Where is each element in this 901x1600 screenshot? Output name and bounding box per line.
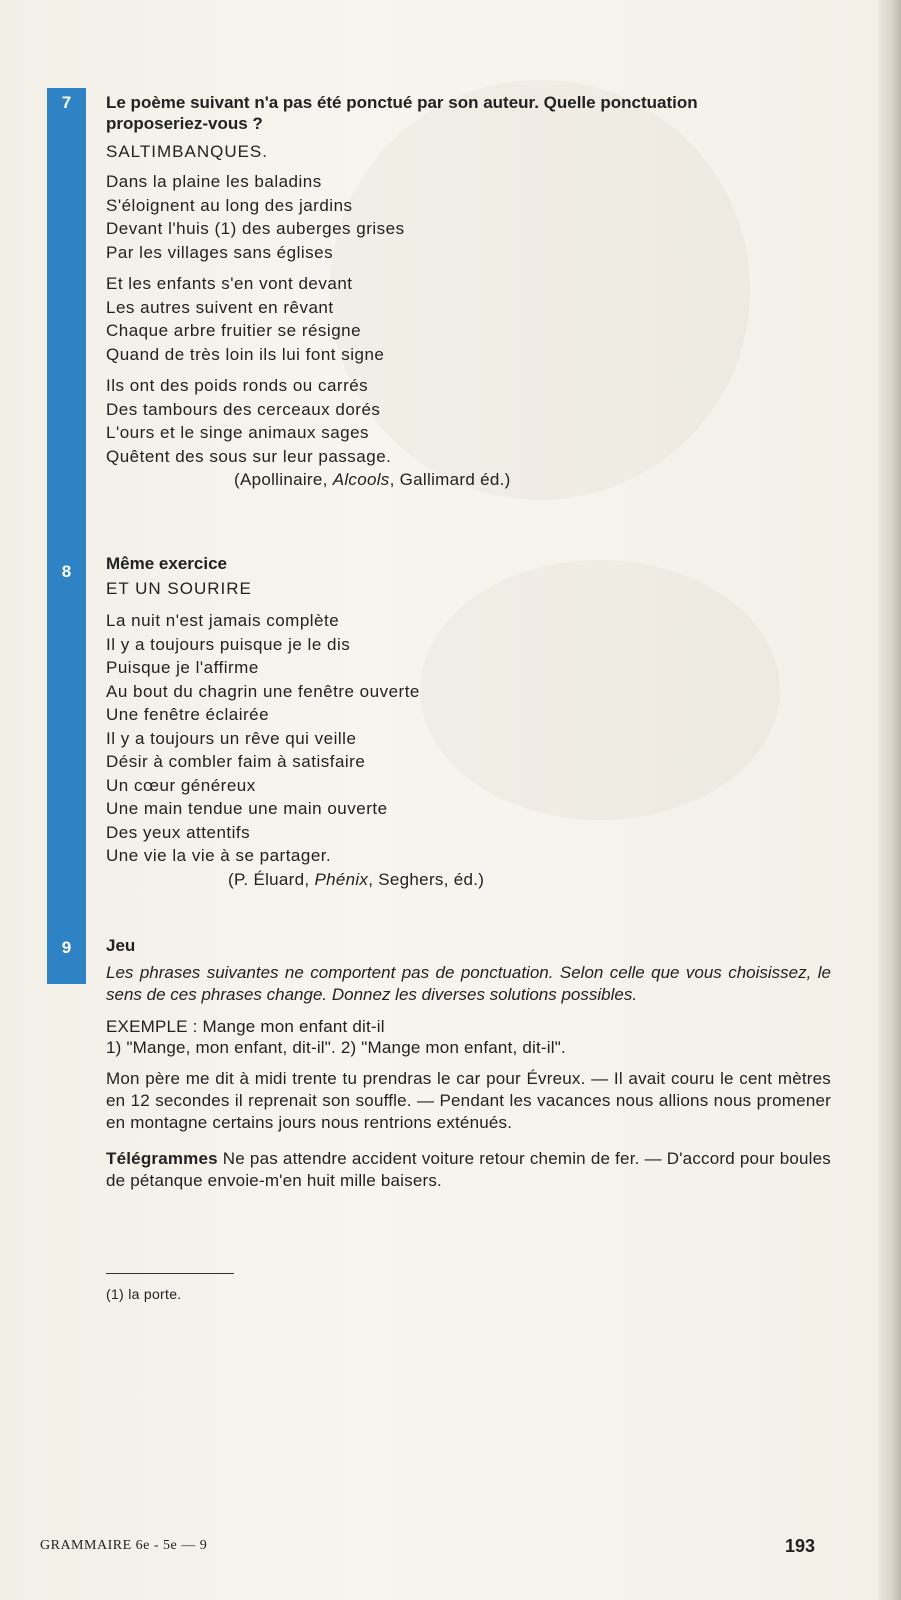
telegrams-paragraph xyxy=(106,1148,831,1192)
poem-line: Désir à combler faim à satisfaire xyxy=(106,752,366,771)
exercise-9 xyxy=(106,935,831,1192)
running-footer: GRAMMAIRE 6e - 5e — 9 xyxy=(40,1538,208,1553)
poem-line: Par les villages sans églises xyxy=(106,242,334,262)
poem-line: Au bout du chagrin une fenêtre ouverte xyxy=(106,681,420,701)
poem-line: Des yeux attentifs xyxy=(106,822,251,842)
footnote: (1) la porte. xyxy=(106,1286,182,1302)
poem-line: Ils ont des poids ronds ou carrés xyxy=(106,376,369,395)
exercise-7 xyxy=(106,92,831,491)
example-line: 1) "Mange, mon enfant, dit-il". 2) "Mange mon enfant, dit-il". xyxy=(106,1038,566,1057)
poem-line: Il y a toujours puisque je le dis xyxy=(106,634,351,654)
poem-line: S'éloignent au long des jardins xyxy=(106,195,353,215)
exercise-title: Jeu xyxy=(106,936,136,955)
page-edge xyxy=(879,0,901,1600)
poem-line: Devant l'huis (1) des auberges grises xyxy=(106,219,405,238)
example-line: EXEMPLE : Mange mon enfant dit-il xyxy=(106,1017,385,1036)
poem-line: Une fenêtre éclairée xyxy=(106,705,270,724)
footnote-divider xyxy=(106,1273,234,1274)
exercise-title-line: Le poème suivant n'a pas été ponctué par son auteur. Quelle ponctuation xyxy=(106,93,698,112)
stanza xyxy=(106,374,831,468)
exercise-number: 7 xyxy=(61,93,72,112)
poem-reference xyxy=(106,868,831,891)
poem-line: L'ours et le singe animaux sages xyxy=(106,423,370,442)
stanza xyxy=(106,170,831,264)
poem-line: Dans la plaine les baladins xyxy=(106,172,322,191)
exercise-title: Même exercice xyxy=(106,554,227,573)
reference-work: Phénix xyxy=(314,869,369,889)
telegrams-label: Télégrammes xyxy=(106,1149,218,1168)
exercise-title-line: proposeriez-vous ? xyxy=(106,114,263,133)
exercise-sentences: Mon père me dit à midi trente tu prendras le car pour Évreux. — Il avait couru le cent mètres en 12 secondes il reprenait son souffle. — Pendant les vacances nous allions nous promener en montagne certains jours nous rentrions exténués. xyxy=(106,1069,831,1132)
poem-line: Une main tendue une main ouverte xyxy=(106,799,388,818)
exercise-margin-bar xyxy=(47,88,86,984)
poem xyxy=(106,170,831,468)
telegrams-text: Ne pas attendre accident voiture retour chemin de fer. — D'accord pour boules de pétanque envoie-m'en huit mille baisers. xyxy=(106,1149,831,1190)
exercise-instruction: Les phrases suivantes ne comportent pas de ponctuation. Selon celle que vous choisissez, le sens de ces phrases change. Donnez les diverses solutions possibles. xyxy=(106,963,831,1004)
poem-line: Et les enfants s'en vont devant xyxy=(106,274,353,293)
poem-line: Chaque arbre fruitier se résigne xyxy=(106,321,362,340)
reference-work: Alcools xyxy=(332,470,390,489)
poem-line: Quand de très loin ils lui font signe xyxy=(106,344,385,364)
exercise-number: 8 xyxy=(61,562,72,581)
exercise-title xyxy=(106,92,831,134)
reference-text: , Gallimard éd.) xyxy=(389,470,511,489)
poem-line: Quêtent des sous sur leur passage. xyxy=(106,446,392,466)
poem-line: Un cœur généreux xyxy=(106,775,256,795)
poem-line: Des tambours des cerceaux dorés xyxy=(106,399,381,419)
poem-line: La nuit n'est jamais complète xyxy=(106,611,340,630)
poem-line: Les autres suivent en rêvant xyxy=(106,297,334,317)
reference-text: (P. Éluard, xyxy=(228,869,315,889)
poem-line: Une vie la vie à se partager. xyxy=(106,846,332,865)
reference-text: , Seghers, éd.) xyxy=(368,869,485,889)
poem-reference xyxy=(106,468,831,491)
reference-text: (Apollinaire, xyxy=(234,470,333,489)
poem xyxy=(106,609,831,868)
poem-line: Il y a toujours un rêve qui veille xyxy=(106,728,357,748)
stanza xyxy=(106,272,831,366)
example-block xyxy=(106,1016,831,1058)
page-number: 193 xyxy=(785,1536,816,1556)
poem-title: ET UN SOURIRE xyxy=(106,579,252,598)
exercise-number: 9 xyxy=(61,938,72,957)
poem-title: SALTIMBANQUES. xyxy=(106,142,268,161)
exercise-8 xyxy=(106,553,831,891)
poem-line: Puisque je l'affirme xyxy=(106,658,259,677)
